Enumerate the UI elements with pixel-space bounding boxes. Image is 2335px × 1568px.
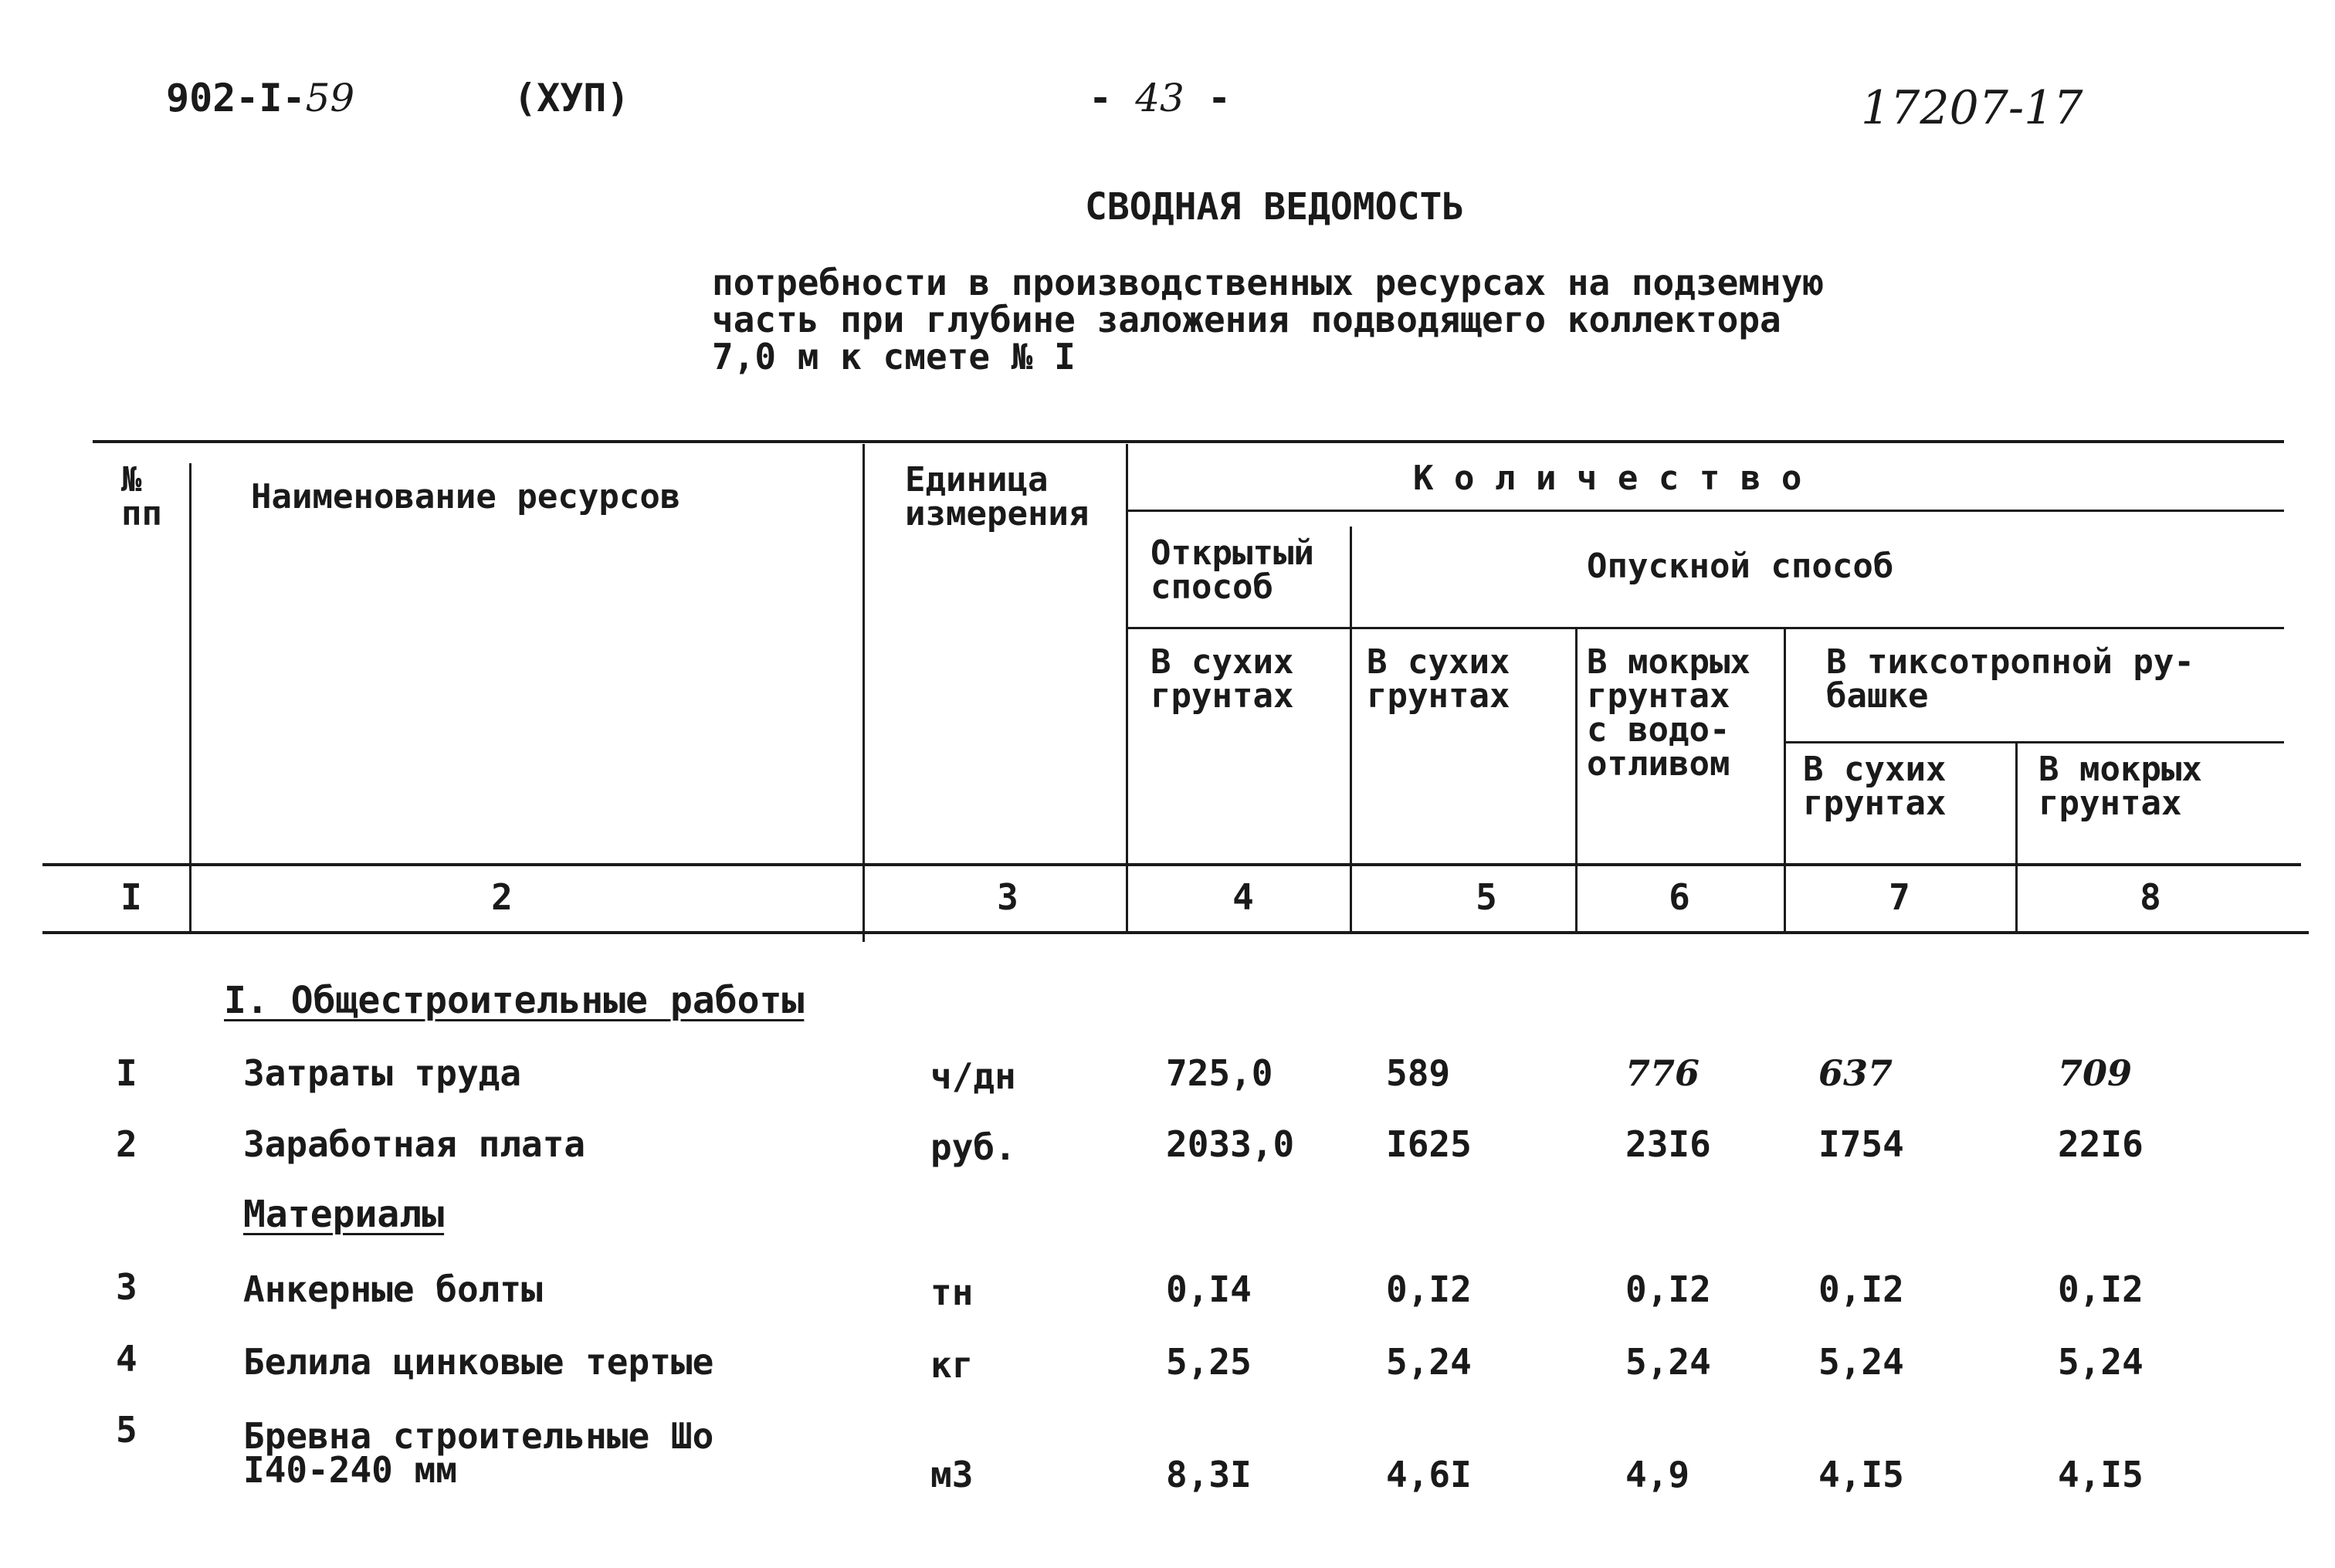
page-number-dash-right: -	[1207, 76, 1232, 120]
column-number-1: I	[120, 876, 142, 918]
row-4-col4: 5,25	[1166, 1341, 1252, 1383]
row-2-col7: I754	[1818, 1123, 1904, 1165]
quantity-header-divider	[1127, 510, 2284, 512]
row-4-num: 4	[116, 1338, 137, 1380]
header-name: Наименование ресурсов	[251, 477, 681, 516]
row-1-name: Затраты труда	[243, 1052, 522, 1094]
row-5-col6: 4,9	[1625, 1454, 1690, 1495]
row-1-col6: 776	[1625, 1052, 1700, 1094]
document-code	[166, 76, 354, 120]
row-3-unit: тн	[930, 1272, 974, 1313]
column-number-3: 3	[997, 876, 1018, 918]
row-4-unit: кг	[930, 1344, 974, 1386]
row-3-col5: 0,I2	[1386, 1268, 1472, 1310]
page-number-dash-left: -	[1089, 76, 1113, 120]
row-3-name: Анкерные болты	[243, 1268, 543, 1310]
row-2-col5: I625	[1386, 1123, 1472, 1165]
row-4-col5: 5,24	[1386, 1341, 1472, 1383]
column-divider-5	[1575, 629, 1578, 934]
page-number	[1089, 76, 1231, 120]
document-code-handwritten: 59	[305, 76, 355, 120]
column-number-6: 6	[1669, 876, 1690, 918]
row-5-col8: 4,I5	[2058, 1454, 2144, 1495]
row-5-col7: 4,I5	[1818, 1454, 1904, 1495]
row-5-name: Бревна строительные Шо I40-240 мм	[243, 1415, 714, 1491]
column-number-8: 8	[2140, 876, 2161, 918]
header-thixo-dry: В сухих грунтах	[1803, 750, 1947, 823]
header-quantity: К о л и ч е с т в о	[1413, 459, 1802, 498]
document-part: (XУП)	[513, 76, 630, 120]
column-divider-3	[1126, 444, 1128, 934]
row-3-num: 3	[116, 1266, 137, 1308]
row-3-col4: 0,I4	[1166, 1268, 1252, 1310]
row-2-name: Заработная плата	[243, 1123, 586, 1165]
row-5-col4: 8,3I	[1166, 1454, 1252, 1495]
row-2-col6: 23I6	[1625, 1123, 1711, 1165]
row-4-col7: 5,24	[1818, 1341, 1904, 1383]
section-general-construction	[224, 979, 804, 1022]
row-2-col8: 22I6	[2058, 1123, 2144, 1165]
column-number-5: 5	[1476, 876, 1497, 918]
header-thixo-wet: В мокрых грунтах	[2038, 750, 2202, 823]
header-sink-dry: В сухих грунтах	[1367, 642, 1510, 716]
row-1-col4: 725,0	[1166, 1052, 1273, 1094]
column-divider-4	[1350, 527, 1352, 934]
header-thixo: В тиксотропной ру- башке	[1826, 642, 2194, 716]
column-number-4: 4	[1232, 876, 1254, 918]
header-open-dry: В сухих грунтах	[1151, 642, 1294, 716]
column-numbers-bottom-border	[42, 931, 2309, 934]
row-1-unit: ч/дн	[930, 1055, 1016, 1097]
table-top-border	[93, 440, 2284, 443]
column-number-2: 2	[491, 876, 513, 918]
row-1-num: I	[116, 1052, 137, 1094]
row-2-num: 2	[116, 1123, 137, 1165]
document-subtitle: потребности в производственных ресурсах на подземную часть при глубине заложения подводящего коллектора 7,0 м к смете № I	[712, 262, 1825, 378]
document-code-text: 902-I-	[166, 76, 306, 120]
document-title: СВОДНАЯ ВЕДОМОСТЬ	[1085, 185, 1465, 229]
page-number-value: 43	[1135, 76, 1184, 120]
row-1-col5: 589	[1386, 1052, 1451, 1094]
row-3-col7: 0,I2	[1818, 1268, 1904, 1310]
document-number: 17207-17	[1861, 81, 2083, 135]
section-general-construction-label: I. Общестроительные работы	[224, 979, 805, 1022]
row-4-col8: 5,24	[2058, 1341, 2144, 1383]
column-divider-2	[862, 444, 865, 942]
row-1-col7: 637	[1818, 1052, 1893, 1094]
method-header-divider	[1127, 627, 2284, 629]
section-materials: Материалы	[243, 1193, 445, 1236]
column-divider-1	[189, 463, 191, 933]
thixo-header-divider	[1784, 741, 2284, 743]
row-3-col8: 0,I2	[2058, 1268, 2144, 1310]
header-sink-wet: В мокрых грунтах с водо- отливом	[1587, 642, 1750, 784]
row-2-unit: руб.	[930, 1126, 1016, 1168]
row-5-col5: 4,6I	[1386, 1454, 1472, 1495]
header-open-method: Открытый способ	[1151, 533, 1314, 607]
header-sink-method: Опускной способ	[1587, 547, 1894, 586]
header-unit: Единица измерения	[905, 460, 1090, 533]
column-divider-7	[2015, 743, 2018, 934]
row-4-name: Белила цинковые тертые	[243, 1341, 714, 1383]
column-divider-6	[1784, 629, 1786, 934]
row-5-num: 5	[116, 1409, 137, 1451]
header-num: № пп	[121, 460, 162, 533]
row-3-col6: 0,I2	[1625, 1268, 1711, 1310]
row-4-col6: 5,24	[1625, 1341, 1711, 1383]
row-2-col4: 2033,0	[1166, 1123, 1295, 1165]
column-number-7: 7	[1889, 876, 1910, 918]
row-1-col8: 709	[2058, 1052, 2133, 1094]
header-bottom-border	[42, 863, 2301, 866]
row-5-unit: м3	[930, 1454, 974, 1495]
